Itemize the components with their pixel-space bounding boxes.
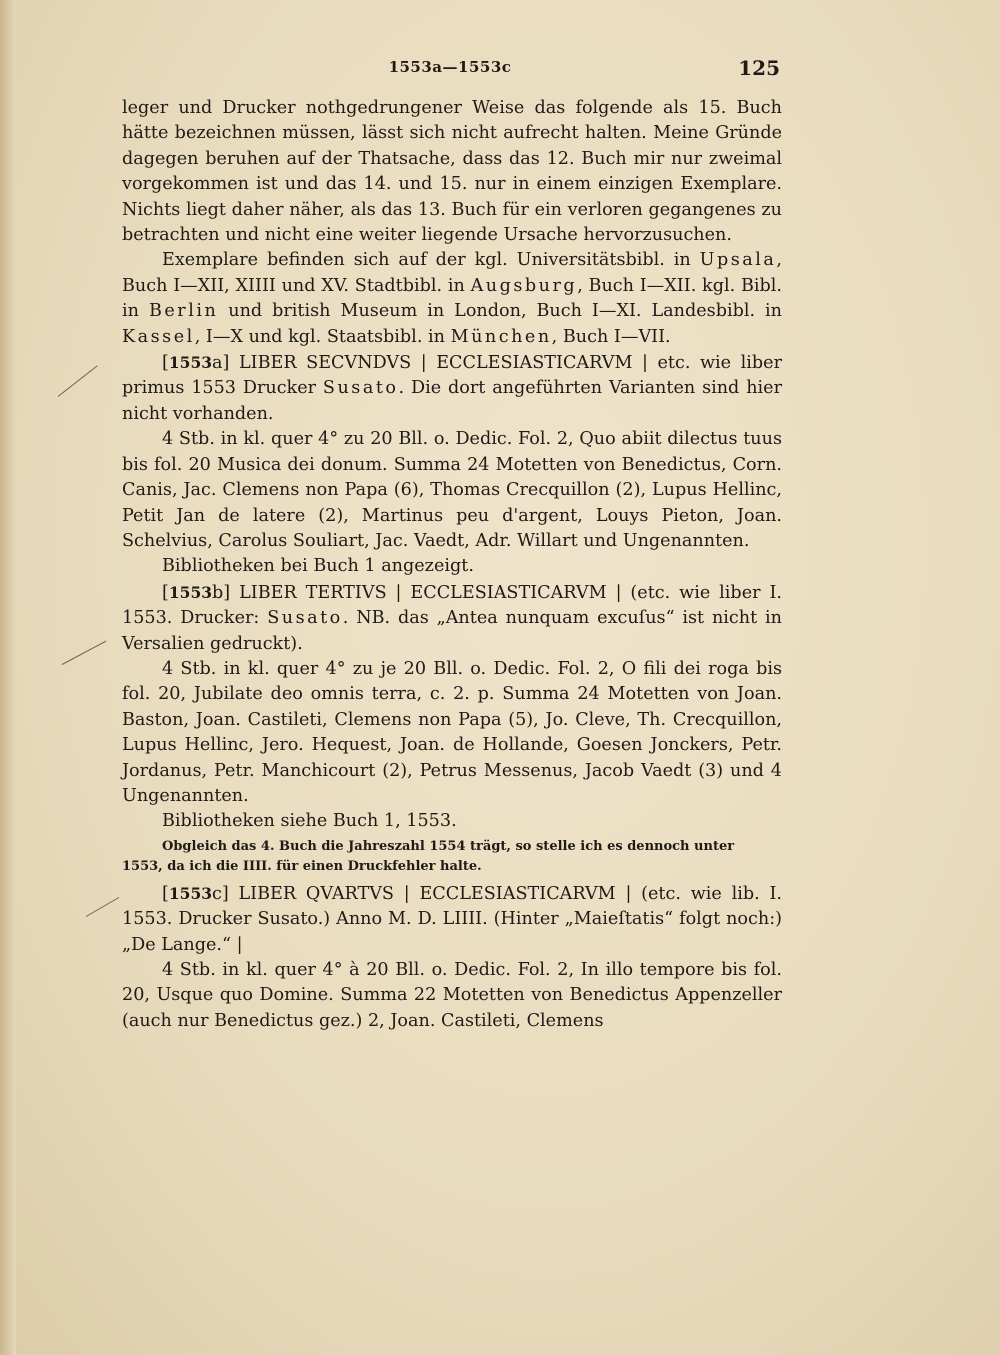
paragraph: leger und Drucker nothgedrungener Weise das folgende als 15. Buch hätte bezeichnen müssen, lässt sich nicht aufrecht halten. Meine Gründe dagegen beruhen auf der Thatsache, dass das 12. Buch mir nur zweimal vorgekommen ist und das 14. und 15. nur in einem einzigen Exemplare. Nichts liegt daher näher, als das 13. Buch für ein verloren gegangenes zu betrachten und nicht eine weiter liegende Ursache hervorzusuchen. [122, 98, 782, 246]
paragraph: 4 Stb. in kl. quer 4° à 20 Bll. o. Dedic. Fol. 2, In illo tempore bis fol. 20, Usque quo Domine. Summa 22 Motetten von Benedictus Appenzeller (auch nur Benedictus gez.) 2, Joan. Castileti, Clemens [122, 960, 782, 1031]
margin-pencil-mark [62, 641, 107, 665]
entry-1553c: [1553c] LIBER QVARTVS | ECCLESIASTICARVM | (etc. wie lib. I. 1553. Drucker Susato.) Anno M. D. LIIII. (Hinter „Maieſtatis“ folgt noch:) „De Lange.“ | [122, 883, 782, 955]
running-head-title: 1553a—1553c [388, 58, 512, 76]
page-number: 125 [738, 56, 780, 80]
spaced-place-name: München [450, 326, 552, 347]
body-text [122, 96, 782, 1034]
spaced-place-name: Berlin [148, 301, 219, 322]
paragraph: Exemplare befinden sich auf der kgl. Universitätsbibl. in Upsala, Buch I—XII, XIIII und XV. Stadtbibl. in Augsburg, Buch I—XII. kgl. Bibl. in Berlin und british Museum in London, Buch I—XI. Landesbibl. in Kassel, I—X und kgl. Staatsbibl. in München, Buch I—VII. [122, 250, 782, 347]
paragraph: 4 Stb. in kl. quer 4° zu 20 Bll. o. Dedic. Fol. 2, Quo abiit dilectus tuus bis fol. 20 Musica dei donum. Summa 24 Motetten von Benedictus, Corn. Canis, Jac. Clemens non Papa (6), Thomas Crecquillon (2), Lupus Hellinc, Petit Jan de latere (2), Martinus peu d'argent, Louys Pieton, Joan. Schelvius, Carolus Souliart, Jac. Vaedt, Adr. Willart und Ungenannten. [122, 429, 782, 551]
printer-name: Susato [267, 608, 343, 629]
entry-number: 1553 [168, 883, 213, 903]
entry-number: 1553 [168, 353, 213, 373]
printer-name: Susato [322, 378, 399, 399]
paragraph: 4 Stb. in kl. quer 4° zu je 20 Bll. o. Dedic. Fol. 2, O fili dei roga bis fol. 20, Jubilate deo omnis terra, c. 2. p. Summa 24 Motetten von Joan. Baston, Joan. Castileti, Clemens non Papa (5), Jo. Cleve, Th. Crecquillon, Lupus Hellinc, Jero. Hequest, Joan. de Hollande, Goesen Jonckers, Petr. Jordanus, Petr. Manchicourt (2), Petrus Messenus, Jacob Vaedt (3) und 4 Ungenannten. [122, 658, 782, 806]
paragraph: Bibliotheken bei Buch 1 angezeigt. [162, 556, 474, 577]
entry-number: 1553 [168, 582, 213, 602]
entry-1553a: [1553a] LIBER SECVNDVS | ECCLESIASTICARVM | etc. wie liber primus 1553 Drucker Susato. Die dort angeführten Varianten sind hier nicht vorhanden. [122, 353, 782, 424]
footnote: Obgleich das 4. Buch die Jahreszahl 1554 trägt, so stelle ich es dennoch unter 1553, da ich die IIII. für einen Druckfehler halte. [122, 838, 735, 874]
spaced-place-name: Augsburg [470, 275, 578, 296]
spaced-place-name: Upsala [699, 250, 777, 271]
paragraph: Bibliotheken siehe Buch 1, 1553. [162, 811, 457, 832]
page-gutter [0, 0, 16, 1355]
spaced-place-name: Kassel [122, 326, 195, 347]
margin-pencil-mark [86, 897, 119, 917]
entry-1553b: [1553b] LIBER TERTIVS | ECCLESIASTICARVM | (etc. wie liber I. 1553. Drucker: Susato. NB. das „Antea nunquam excuſus“ ist nicht in Versalien gedruckt). [122, 582, 782, 654]
running-head [120, 58, 780, 82]
margin-pencil-mark [58, 365, 98, 397]
